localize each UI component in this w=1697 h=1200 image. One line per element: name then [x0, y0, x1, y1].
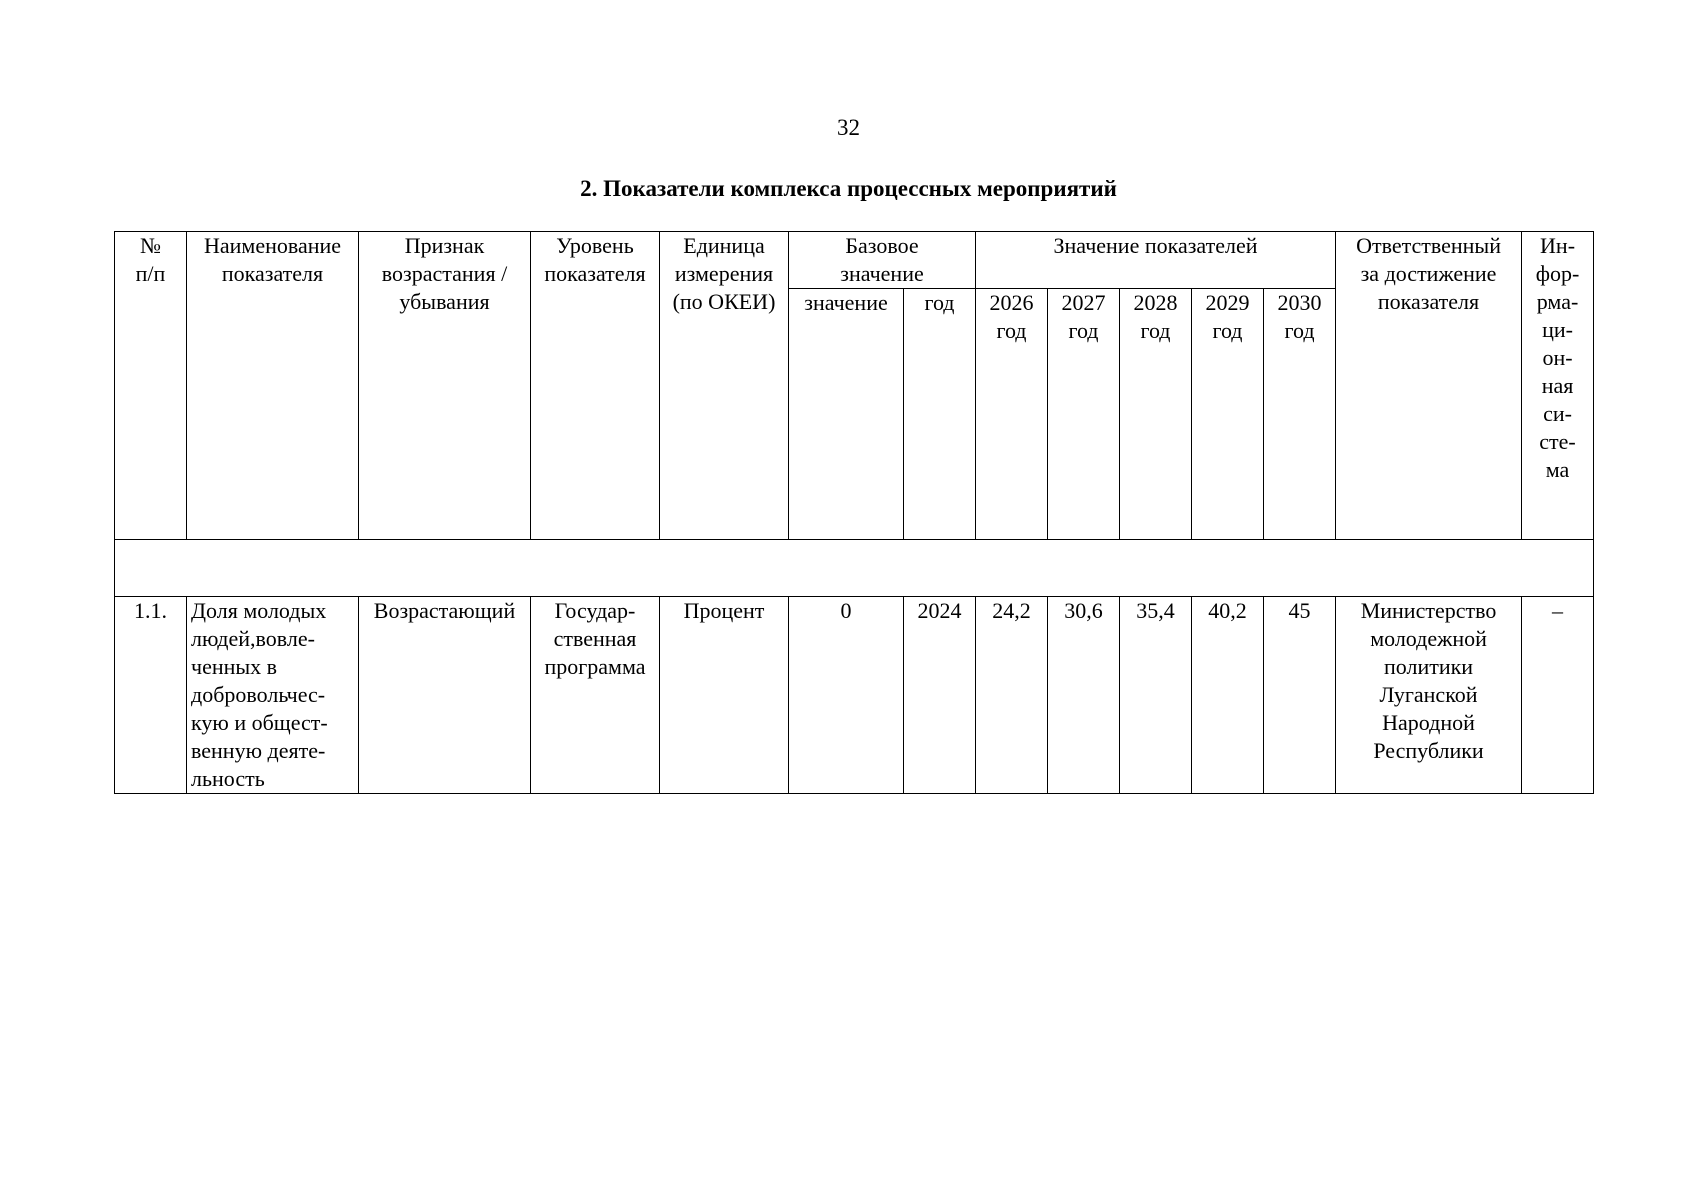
header-name: Наименование показателя: [187, 232, 359, 540]
row-value-2027: 30,6: [1048, 597, 1120, 794]
header-num: № п/п: [115, 232, 187, 540]
header-sign: Признак возрастания / убывания: [359, 232, 531, 540]
row-num: 1.1.: [115, 597, 187, 794]
header-row-1: [115, 232, 1594, 289]
task-row: [115, 540, 1594, 597]
row-info-system: –: [1522, 597, 1594, 794]
row-value-2029: 40,2: [1192, 597, 1264, 794]
table-row: [115, 597, 1594, 794]
task-title: [115, 540, 1594, 597]
document-title: 2. Показатели комплекса процессных мероприятий: [580, 176, 1117, 201]
header-year-2029: 2029 год: [1192, 289, 1264, 540]
row-base-year: 2024: [904, 597, 976, 794]
header-info-system: Ин- фор- рма- ци- он- ная си- сте- ма: [1522, 232, 1594, 540]
row-sign: Возрастающий: [359, 597, 531, 794]
header-responsible: Ответственный за достижение показателя: [1336, 232, 1522, 540]
header-unit: Единица измерения (по ОКЕИ): [660, 232, 789, 540]
header-year-2030: 2030 год: [1264, 289, 1336, 540]
page-number: 32: [837, 115, 860, 140]
header-values: Значение показателей: [976, 232, 1336, 289]
row-unit: Процент: [660, 597, 789, 794]
header-base-value: значение: [789, 289, 904, 540]
header-year-2027: 2027 год: [1048, 289, 1120, 540]
header-level: Уровень показателя: [531, 232, 660, 540]
row-base-value: 0: [789, 597, 904, 794]
row-level: Государ- ственная программа: [531, 597, 660, 794]
row-value-2028: 35,4: [1120, 597, 1192, 794]
indicators-table: [114, 231, 1594, 794]
header-year-2028: 2028 год: [1120, 289, 1192, 540]
header-year-2026: 2026 год: [976, 289, 1048, 540]
row-value-2030: 45: [1264, 597, 1336, 794]
header-base-year: год: [904, 289, 976, 540]
row-name: Доля молодых людей,вовле- ченных в добровольчес- кую и общест- венную деяте- льность: [187, 597, 359, 794]
row-responsible: Министерство молодежной политики Луганской Народной Республики: [1336, 597, 1522, 794]
header-base: Базовое значение: [789, 232, 976, 289]
row-value-2026: 24,2: [976, 597, 1048, 794]
